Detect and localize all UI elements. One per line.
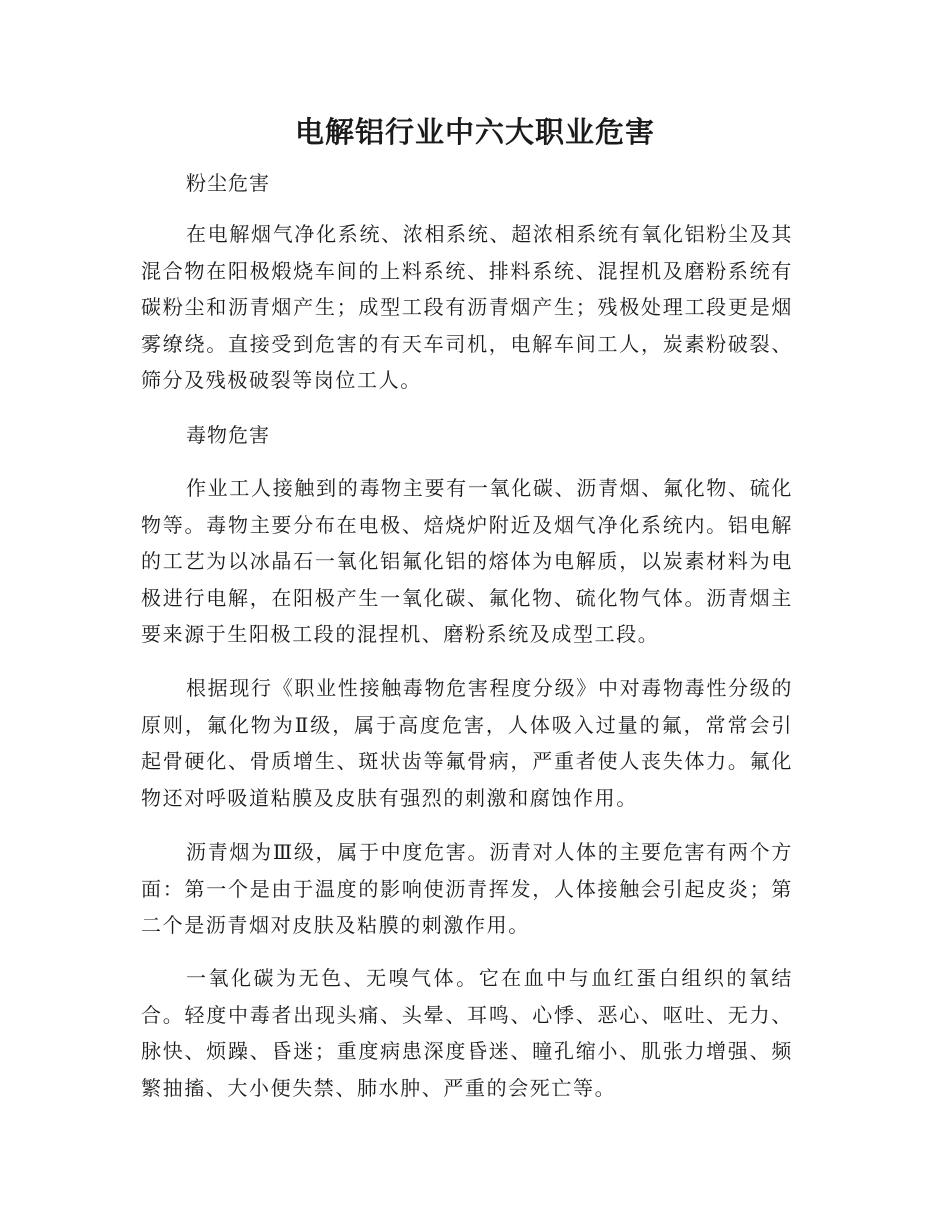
- paragraph-toxic-3: 沥青烟为Ⅲ级，属于中度危害。沥青对人体的主要危害有两个方面：第一个是由于温度的影响使沥青挥发，人体接触会引起皮炎；第二个是沥青烟对皮肤及粘膜的刺激作用。: [141, 840, 793, 937]
- section-heading-toxic: 毒物危害: [186, 423, 270, 447]
- paragraph-toxic-2: 根据现行《职业性接触毒物危害程度分级》中对毒物毒性分级的原则，氟化物为Ⅱ级，属于高度危害，人体吸入过量的氟，常常会引起骨硬化、骨质增生、斑状齿等氟骨病，严重者使人丧失体力。氟化物还对呼吸道粘膜及皮肤有强烈的刺激和腐蚀作用。: [141, 676, 793, 810]
- paragraph-toxic-1: 作业工人接触到的毒物主要有一氧化碳、沥青烟、氟化物、硫化物等。毒物主要分布在电极、焙烧炉附近及烟气净化系统内。铝电解的工艺为以冰晶石一氧化铝氟化铝的熔体为电解质，以炭素材料为电极进行电解，在阳极产生一氧化碳、氟化物、硫化物气体。沥青烟主要来源于生阳极工段的混捏机、磨粉系统及成型工段。: [141, 476, 793, 646]
- paragraph-toxic-4: 一氧化碳为无色、无嗅气体。它在血中与血红蛋白组织的氧结合。轻度中毒者出现头痛、头晕、耳鸣、心悸、恶心、呕吐、无力、脉快、烦躁、昏迷；重度病患深度昏迷、瞳孔缩小、肌张力增强、频繁抽搐、大小便失禁、肺水肿、严重的会死亡等。: [141, 966, 793, 1100]
- section-heading-dust: 粉尘危害: [186, 171, 270, 195]
- document-title: 电解铝行业中六大职业危害: [294, 115, 655, 149]
- paragraph-dust-1: 在电解烟气净化系统、浓相系统、超浓相系统有氧化铝粉尘及其混合物在阳极煅烧车间的上料系统、排料系统、混捏机及磨粉系统有碳粉尘和沥青烟产生；成型工段有沥青烟产生；残极处理工段更是烟雾缭绕。直接受到危害的有天车司机，电解车间工人，炭素粉破裂、筛分及残极破裂等岗位工人。: [141, 222, 793, 392]
